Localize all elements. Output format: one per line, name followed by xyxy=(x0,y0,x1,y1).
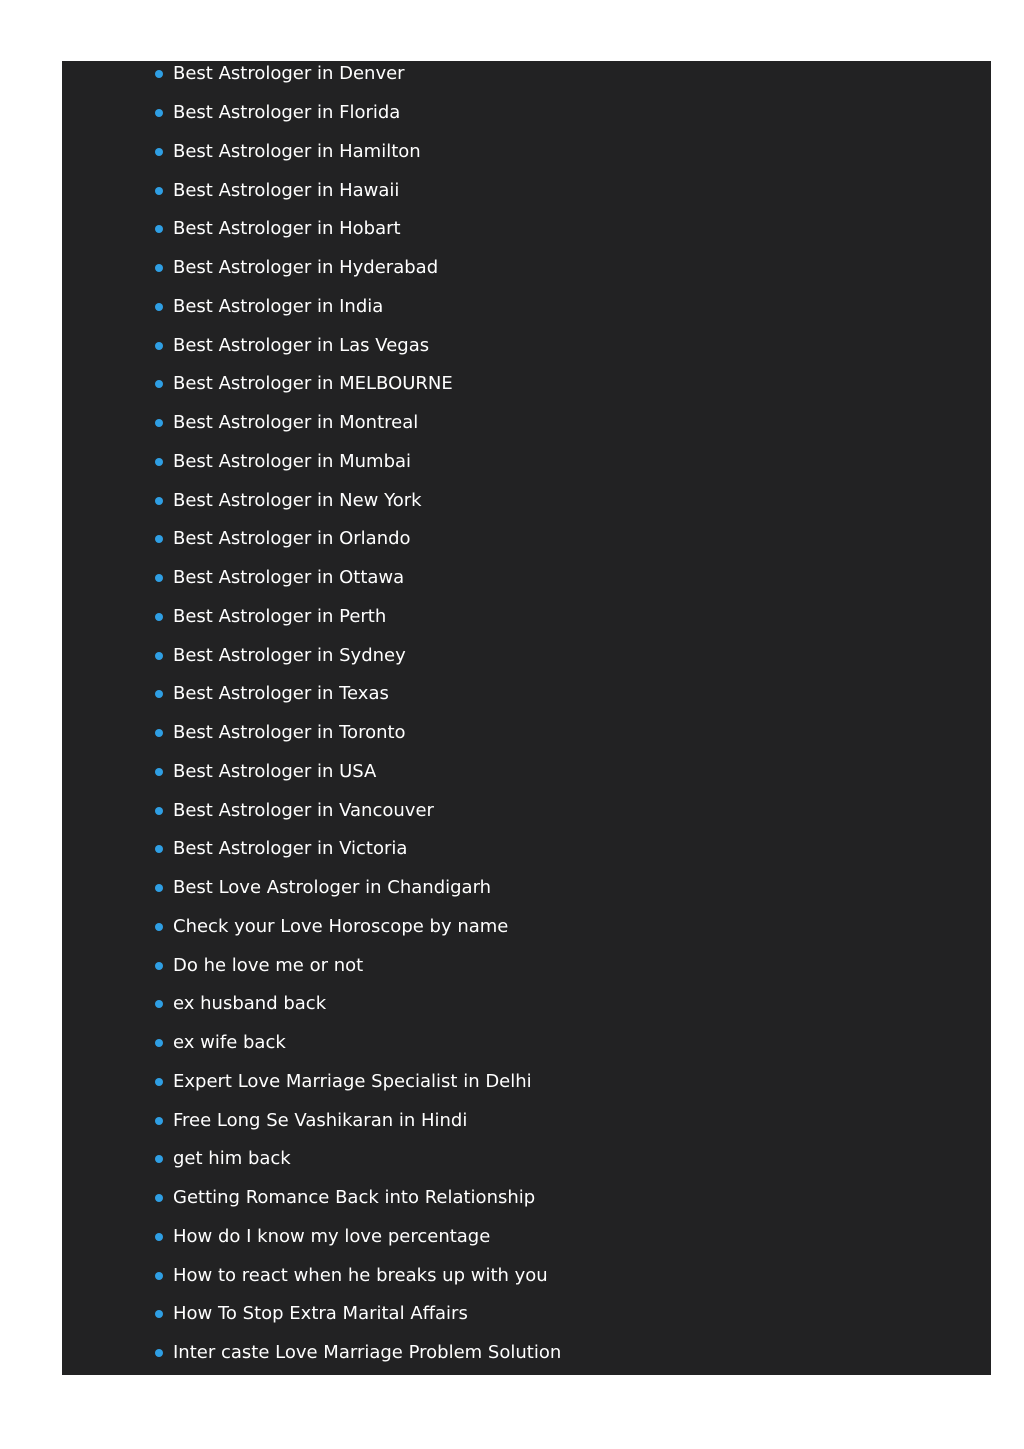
list-item-link[interactable]: ex husband back xyxy=(173,993,327,1015)
list-item[interactable] xyxy=(62,1179,991,1218)
bullet-dot-icon xyxy=(155,613,163,621)
list-item-link[interactable]: Best Astrologer in Orlando xyxy=(173,528,411,550)
list-item-link[interactable]: How do I know my love percentage xyxy=(173,1225,491,1247)
list-item[interactable] xyxy=(62,481,991,520)
list-item-link[interactable]: Best Astrologer in Vancouver xyxy=(173,799,434,821)
bullet-dot-icon xyxy=(155,884,163,892)
bullet-dot-icon xyxy=(155,1039,163,1047)
list-item-link[interactable]: Best Astrologer in India xyxy=(173,295,384,317)
list-item-link[interactable]: Best Astrologer in Ottawa xyxy=(173,567,405,589)
list-item-link[interactable]: Best Astrologer in Hamilton xyxy=(173,140,421,162)
list-item[interactable] xyxy=(62,55,991,94)
bullet-dot-icon xyxy=(155,652,163,660)
list-item[interactable] xyxy=(62,908,991,947)
bullet-dot-icon xyxy=(155,70,163,78)
list-item-link[interactable]: Best Astrologer in New York xyxy=(173,489,422,511)
list-item[interactable] xyxy=(62,1024,991,1063)
list-item-link[interactable]: Expert Love Marriage Specialist in Delhi xyxy=(173,1070,532,1092)
list-item[interactable] xyxy=(62,675,991,714)
list-item[interactable] xyxy=(62,365,991,404)
bullet-dot-icon xyxy=(155,225,163,233)
bullet-dot-icon xyxy=(155,419,163,427)
list-item-link[interactable]: Do he love me or not xyxy=(173,954,364,976)
bullet-dot-icon xyxy=(155,1000,163,1008)
bullet-dot-icon xyxy=(155,1155,163,1163)
list-item-link[interactable]: Best Astrologer in Victoria xyxy=(173,838,408,860)
list-item[interactable] xyxy=(62,753,991,792)
list-item[interactable] xyxy=(62,520,991,559)
list-item-link[interactable]: Best Astrologer in Montreal xyxy=(173,412,419,434)
list-item[interactable] xyxy=(62,210,991,249)
list-item-link[interactable]: Best Love Astrologer in Chandigarh xyxy=(173,877,492,899)
bullet-dot-icon xyxy=(155,807,163,815)
list-item[interactable] xyxy=(62,1295,991,1334)
list-item-link[interactable]: Inter caste Love Marriage Problem Solution xyxy=(173,1342,562,1364)
link-list-panel xyxy=(62,61,991,1375)
list-item-link[interactable]: Best Astrologer in Perth xyxy=(173,605,387,627)
list-item[interactable] xyxy=(62,1256,991,1295)
bullet-dot-icon xyxy=(155,768,163,776)
bullet-dot-icon xyxy=(155,1117,163,1125)
list-item-link[interactable]: Free Long Se Vashikaran in Hindi xyxy=(173,1109,468,1131)
bullet-dot-icon xyxy=(155,458,163,466)
list-item[interactable] xyxy=(62,288,991,327)
list-item-link[interactable]: Best Astrologer in Hawaii xyxy=(173,179,400,201)
bullet-dot-icon xyxy=(155,264,163,272)
list-item-link[interactable]: Best Astrologer in Texas xyxy=(173,683,389,705)
list-item[interactable] xyxy=(62,94,991,133)
bullet-dot-icon xyxy=(155,497,163,505)
list-item[interactable] xyxy=(62,1101,991,1140)
list-item-link[interactable]: Best Astrologer in Denver xyxy=(173,63,405,85)
list-item-link[interactable]: How To Stop Extra Marital Affairs xyxy=(173,1303,468,1325)
list-item-link[interactable]: Best Astrologer in Las Vegas xyxy=(173,334,430,356)
list-item[interactable] xyxy=(62,1063,991,1102)
bullet-dot-icon xyxy=(155,574,163,582)
list-item-link[interactable]: Best Astrologer in USA xyxy=(173,760,377,782)
list-item-link[interactable]: get him back xyxy=(173,1148,291,1170)
list-item-link[interactable]: Getting Romance Back into Relationship xyxy=(173,1187,536,1209)
list-item[interactable] xyxy=(62,946,991,985)
list-item-link[interactable]: Best Astrologer in Florida xyxy=(173,102,401,124)
bullet-dot-icon xyxy=(155,342,163,350)
list-item[interactable] xyxy=(62,249,991,288)
list-item-link[interactable]: Best Astrologer in Toronto xyxy=(173,722,406,744)
bullet-dot-icon xyxy=(155,148,163,156)
list-item[interactable] xyxy=(62,1140,991,1179)
list-item-link[interactable]: How to react when he breaks up with you xyxy=(173,1264,548,1286)
bullet-dot-icon xyxy=(155,1310,163,1318)
list-item-link[interactable]: Best Astrologer in Hobart xyxy=(173,218,401,240)
list-item[interactable] xyxy=(62,714,991,753)
list-item[interactable] xyxy=(62,869,991,908)
list-item[interactable] xyxy=(62,985,991,1024)
list-item[interactable] xyxy=(62,133,991,172)
bullet-dot-icon xyxy=(155,690,163,698)
bullet-dot-icon xyxy=(155,380,163,388)
list-item-link[interactable]: Best Astrologer in Sydney xyxy=(173,644,406,666)
list-item-link[interactable]: Best Astrologer in Hyderabad xyxy=(173,257,439,279)
bullet-dot-icon xyxy=(155,923,163,931)
list-item-link[interactable]: Best Astrologer in Mumbai xyxy=(173,450,412,472)
bullet-dot-icon xyxy=(155,187,163,195)
bullet-dot-icon xyxy=(155,729,163,737)
bullet-dot-icon xyxy=(155,303,163,311)
bullet-dot-icon xyxy=(155,962,163,970)
bullet-dot-icon xyxy=(155,1233,163,1241)
list-item[interactable] xyxy=(62,1334,991,1373)
list-item[interactable] xyxy=(62,1218,991,1257)
bullet-dot-icon xyxy=(155,1272,163,1280)
list-item[interactable] xyxy=(62,326,991,365)
list-item-link[interactable]: Best Astrologer in MELBOURNE xyxy=(173,373,453,395)
list-item[interactable] xyxy=(62,171,991,210)
bullet-dot-icon xyxy=(155,1078,163,1086)
list-item[interactable] xyxy=(62,443,991,482)
list-item[interactable] xyxy=(62,559,991,598)
list-item[interactable] xyxy=(62,791,991,830)
list-item[interactable] xyxy=(62,636,991,675)
list-item[interactable] xyxy=(62,830,991,869)
list-item[interactable] xyxy=(62,404,991,443)
bullet-dot-icon xyxy=(155,1194,163,1202)
list-item-link[interactable]: Check your Love Horoscope by name xyxy=(173,915,509,937)
list-item-link[interactable]: ex wife back xyxy=(173,1032,286,1054)
bullet-dot-icon xyxy=(155,535,163,543)
bullet-dot-icon xyxy=(155,1349,163,1357)
bullet-dot-icon xyxy=(155,109,163,117)
list-item[interactable] xyxy=(62,598,991,637)
bullet-dot-icon xyxy=(155,845,163,853)
category-link-list xyxy=(62,55,991,1373)
